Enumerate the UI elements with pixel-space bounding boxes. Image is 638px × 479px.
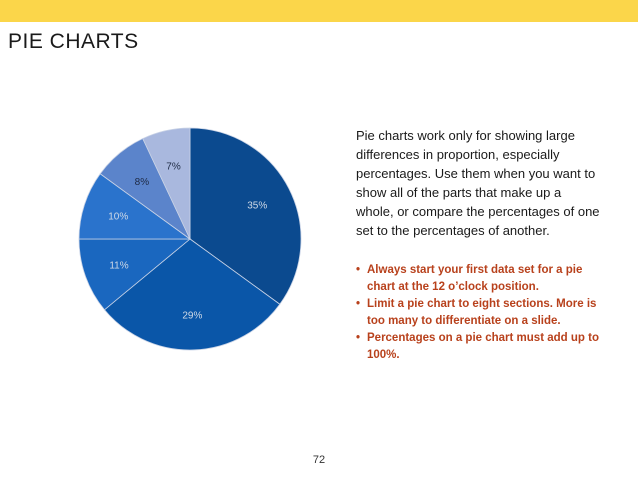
pie-slice-label: 29% [182,310,203,322]
pie-slice-label: 7% [166,161,181,173]
pie-slice-label: 11% [109,260,129,272]
page-title: PIE CHARTS [8,30,139,53]
pie-slice-label: 35% [247,200,268,212]
guideline-item: • Percentages on a pie chart must add up to 100%. [356,330,606,363]
pie-slice-label: 10% [108,211,129,223]
intro-paragraph: Pie charts work only for showing large differences in proportion, especially percentages. Use them when you want to show all of the parts that make up a whole, or compare the percentages of one set to the percentages of another. [356,128,600,238]
pie-slice-label: 8% [134,176,150,188]
guideline-list [356,262,606,364]
page-number: 72 [312,454,326,466]
guideline-item: • Always start your first data set for a pie chart at the 12 o’clock position. [356,262,606,295]
guideline-item: • Limit a pie chart to eight sections. More is too many to differentiate on a slide. [356,296,606,329]
